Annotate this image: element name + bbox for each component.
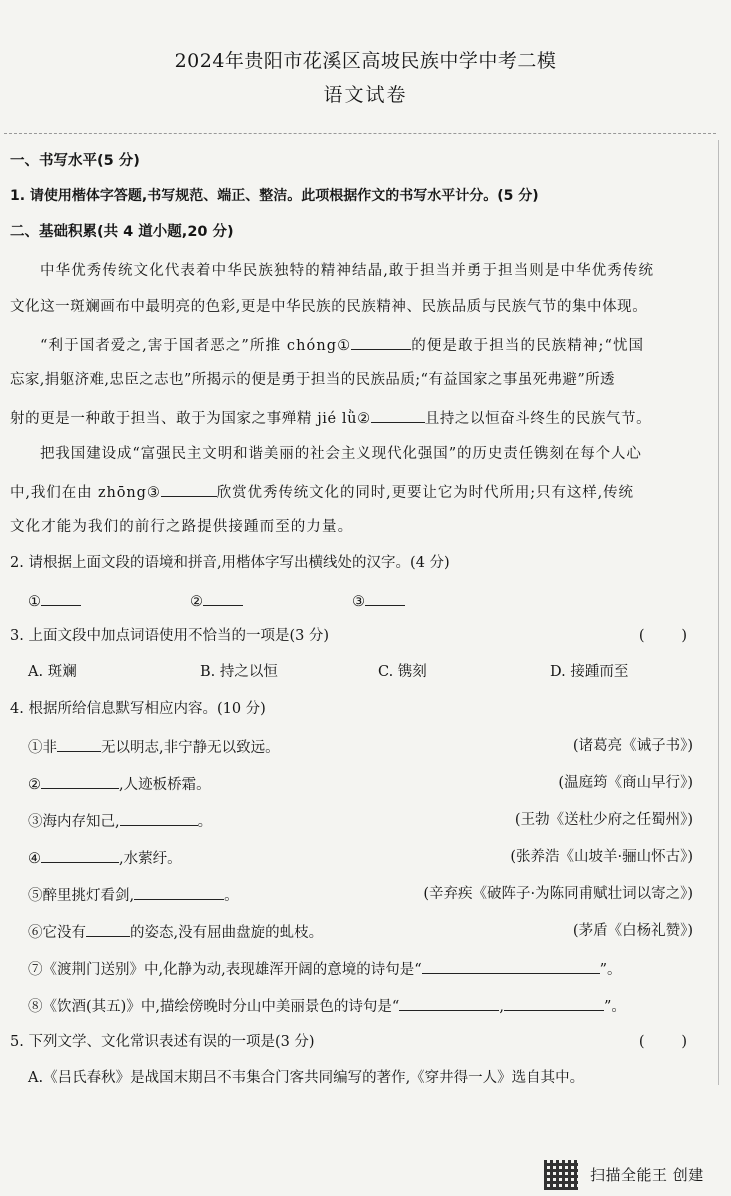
q3-text: 3. 上面文段中加点词语使用不恰当的一项是(3 分) bbox=[10, 628, 330, 644]
scanner-watermark bbox=[544, 1160, 724, 1190]
q3-answer-paren[interactable]: ( ) bbox=[638, 628, 687, 644]
question-4: 4. 根据所给信息默写相应内容。(10 分) bbox=[10, 701, 266, 717]
passage-line: 忘家,捐躯济难,忠臣之志也”所揭示的便是勇于担当的民族品质;“有益国家之事虽死弗避”所透 bbox=[10, 372, 615, 388]
question-2: 2. 请根据上面文段的语境和拼音,用楷体字写出横线处的汉字。(4 分) bbox=[10, 555, 450, 571]
q4-source-4: (张养浩《山坡羊·骊山怀古》) bbox=[510, 849, 693, 865]
question-5 bbox=[10, 1032, 711, 1052]
q4-item-6: ⑥它没有 的姿态,没有屈曲盘旋的虬枝。 (茅盾《白杨礼赞》) bbox=[28, 923, 693, 941]
q4-blank-8a[interactable] bbox=[399, 995, 499, 1011]
passage-text: 且持之以恒奋斗终生的民族气节。 bbox=[424, 411, 652, 427]
q4-blank-5[interactable] bbox=[134, 884, 224, 900]
q5-option-a[interactable]: A.《吕氏春秋》是战国末期吕不韦集合门客共同编写的著作,《穿井得一人》选自其中。 bbox=[28, 1070, 585, 1086]
passage-text: 中,我们在由 zhōng③ bbox=[10, 485, 161, 501]
q4-source-2: (温庭筠《商山早行》) bbox=[558, 775, 693, 791]
question-1: 1. 请使用楷体字答题,书写规范、端正、整洁。此项根据作文的书写水平计分。(5 分) bbox=[10, 188, 539, 204]
q4-blank-7[interactable] bbox=[422, 958, 600, 974]
passage-line: 把我国建设成“富强民主文明和谐美丽的社会主义现代化强国”的历史责任镌刻在每个人心 bbox=[40, 446, 642, 462]
q4-blank-8b[interactable] bbox=[504, 995, 604, 1011]
answer-blank-2[interactable] bbox=[371, 407, 425, 423]
q4-item-1: ①非 无以明志,非宁静无以致远。 (诸葛亮《诫子书》) bbox=[28, 738, 693, 756]
passage-line: 中华优秀传统文化代表着中华民族独特的精神结晶,敢于担当并勇于担当则是中华优秀传统 bbox=[40, 263, 655, 279]
q4-source-6: (茅盾《白杨礼赞》) bbox=[572, 923, 693, 939]
q5-text: 5. 下列文学、文化常识表述有误的一项是(3 分) bbox=[10, 1034, 315, 1050]
passage-text: “利于国者爱之,害于国者恶之”所推 chóng① bbox=[40, 338, 352, 354]
q4-item-2: ② ,人迹板桥霜。 (温庭筠《商山早行》) bbox=[28, 775, 693, 793]
question-3 bbox=[10, 626, 711, 646]
passage-text: 欣赏优秀传统文化的同时,更要让它为时代所用;只有这样,传统 bbox=[216, 485, 634, 501]
passage-line-with-blank bbox=[10, 481, 711, 503]
q2-blank-3[interactable]: ③ bbox=[352, 590, 405, 612]
passage-text: 射的更是一种敢于担当、敢于为国家之事殚精 jié lǜ② bbox=[10, 411, 371, 427]
q5-answer-paren[interactable]: ( ) bbox=[638, 1034, 687, 1050]
q3-option-a[interactable]: A. 斑斓 bbox=[28, 664, 77, 680]
q4-item-7: ⑦《渡荆门送别》中,化静为动,表现雄浑开阔的意境的诗句是“ ”。 bbox=[28, 958, 711, 980]
q4-blank-3[interactable] bbox=[120, 810, 198, 826]
exam-subtitle: 语文试卷 bbox=[323, 84, 408, 106]
passage-text: 的便是敢于担当的民族精神;“忧国 bbox=[411, 338, 645, 354]
q4-item-3: ③海内存知己, 。 (王勃《送杜少府之任蜀州》) bbox=[28, 812, 693, 830]
q3-option-b[interactable]: B. 持之以恒 bbox=[200, 664, 278, 680]
q4-blank-2[interactable] bbox=[41, 773, 119, 789]
q4-source-3: (王勃《送杜少府之任蜀州》) bbox=[514, 812, 693, 828]
q4-source-5: (辛弃疾《破阵子·为陈同甫赋壮词以寄之》) bbox=[423, 886, 693, 902]
passage-line: 文化这一斑斓画布中最明亮的色彩,更是中华民族的民族精神、民族品质与民族气节的集中体现。 bbox=[10, 299, 648, 315]
margin-line bbox=[718, 140, 719, 1085]
q3-option-c[interactable]: C. 镌刻 bbox=[378, 664, 427, 680]
passage-line-with-blank bbox=[10, 407, 711, 429]
exam-title: 2024年贵阳市花溪区高坡民族中学中考二模 bbox=[174, 50, 557, 72]
answer-blank-1[interactable] bbox=[351, 334, 411, 350]
q4-blank-4[interactable] bbox=[41, 847, 119, 863]
q3-option-d[interactable]: D. 接踵而至 bbox=[550, 664, 629, 680]
q4-source-1: (诸葛亮《诫子书》) bbox=[572, 738, 693, 754]
header-divider bbox=[4, 133, 716, 134]
answer-blank-3[interactable] bbox=[161, 481, 217, 497]
passage-line-with-blank bbox=[10, 334, 711, 356]
section1-heading: 一、书写水平(5 分) bbox=[10, 153, 140, 169]
q4-blank-1[interactable] bbox=[57, 736, 101, 752]
q2-blank-2[interactable]: ② bbox=[190, 590, 243, 612]
section2-heading: 二、基础积累(共 4 道小题,20 分) bbox=[10, 224, 234, 240]
passage-line: 文化才能为我们的前行之路提供接踵而至的力量。 bbox=[10, 519, 354, 535]
q4-item-4: ④ ,水萦纡。 (张养浩《山坡羊·骊山怀古》) bbox=[28, 849, 693, 867]
watermark-text: 扫描全能王 创建 bbox=[590, 1166, 704, 1184]
q2-blank-1[interactable]: ① bbox=[28, 590, 81, 612]
q4-item-5: ⑤醉里挑灯看剑, 。 (辛弃疾《破阵子·为陈同甫赋壮词以寄之》) bbox=[28, 886, 693, 904]
q4-blank-6[interactable] bbox=[86, 921, 130, 937]
qr-code-icon bbox=[544, 1160, 578, 1190]
q4-item-8: ⑧《饮酒(其五)》中,描绘傍晚时分山中美丽景色的诗句是“ , ”。 bbox=[28, 995, 711, 1017]
